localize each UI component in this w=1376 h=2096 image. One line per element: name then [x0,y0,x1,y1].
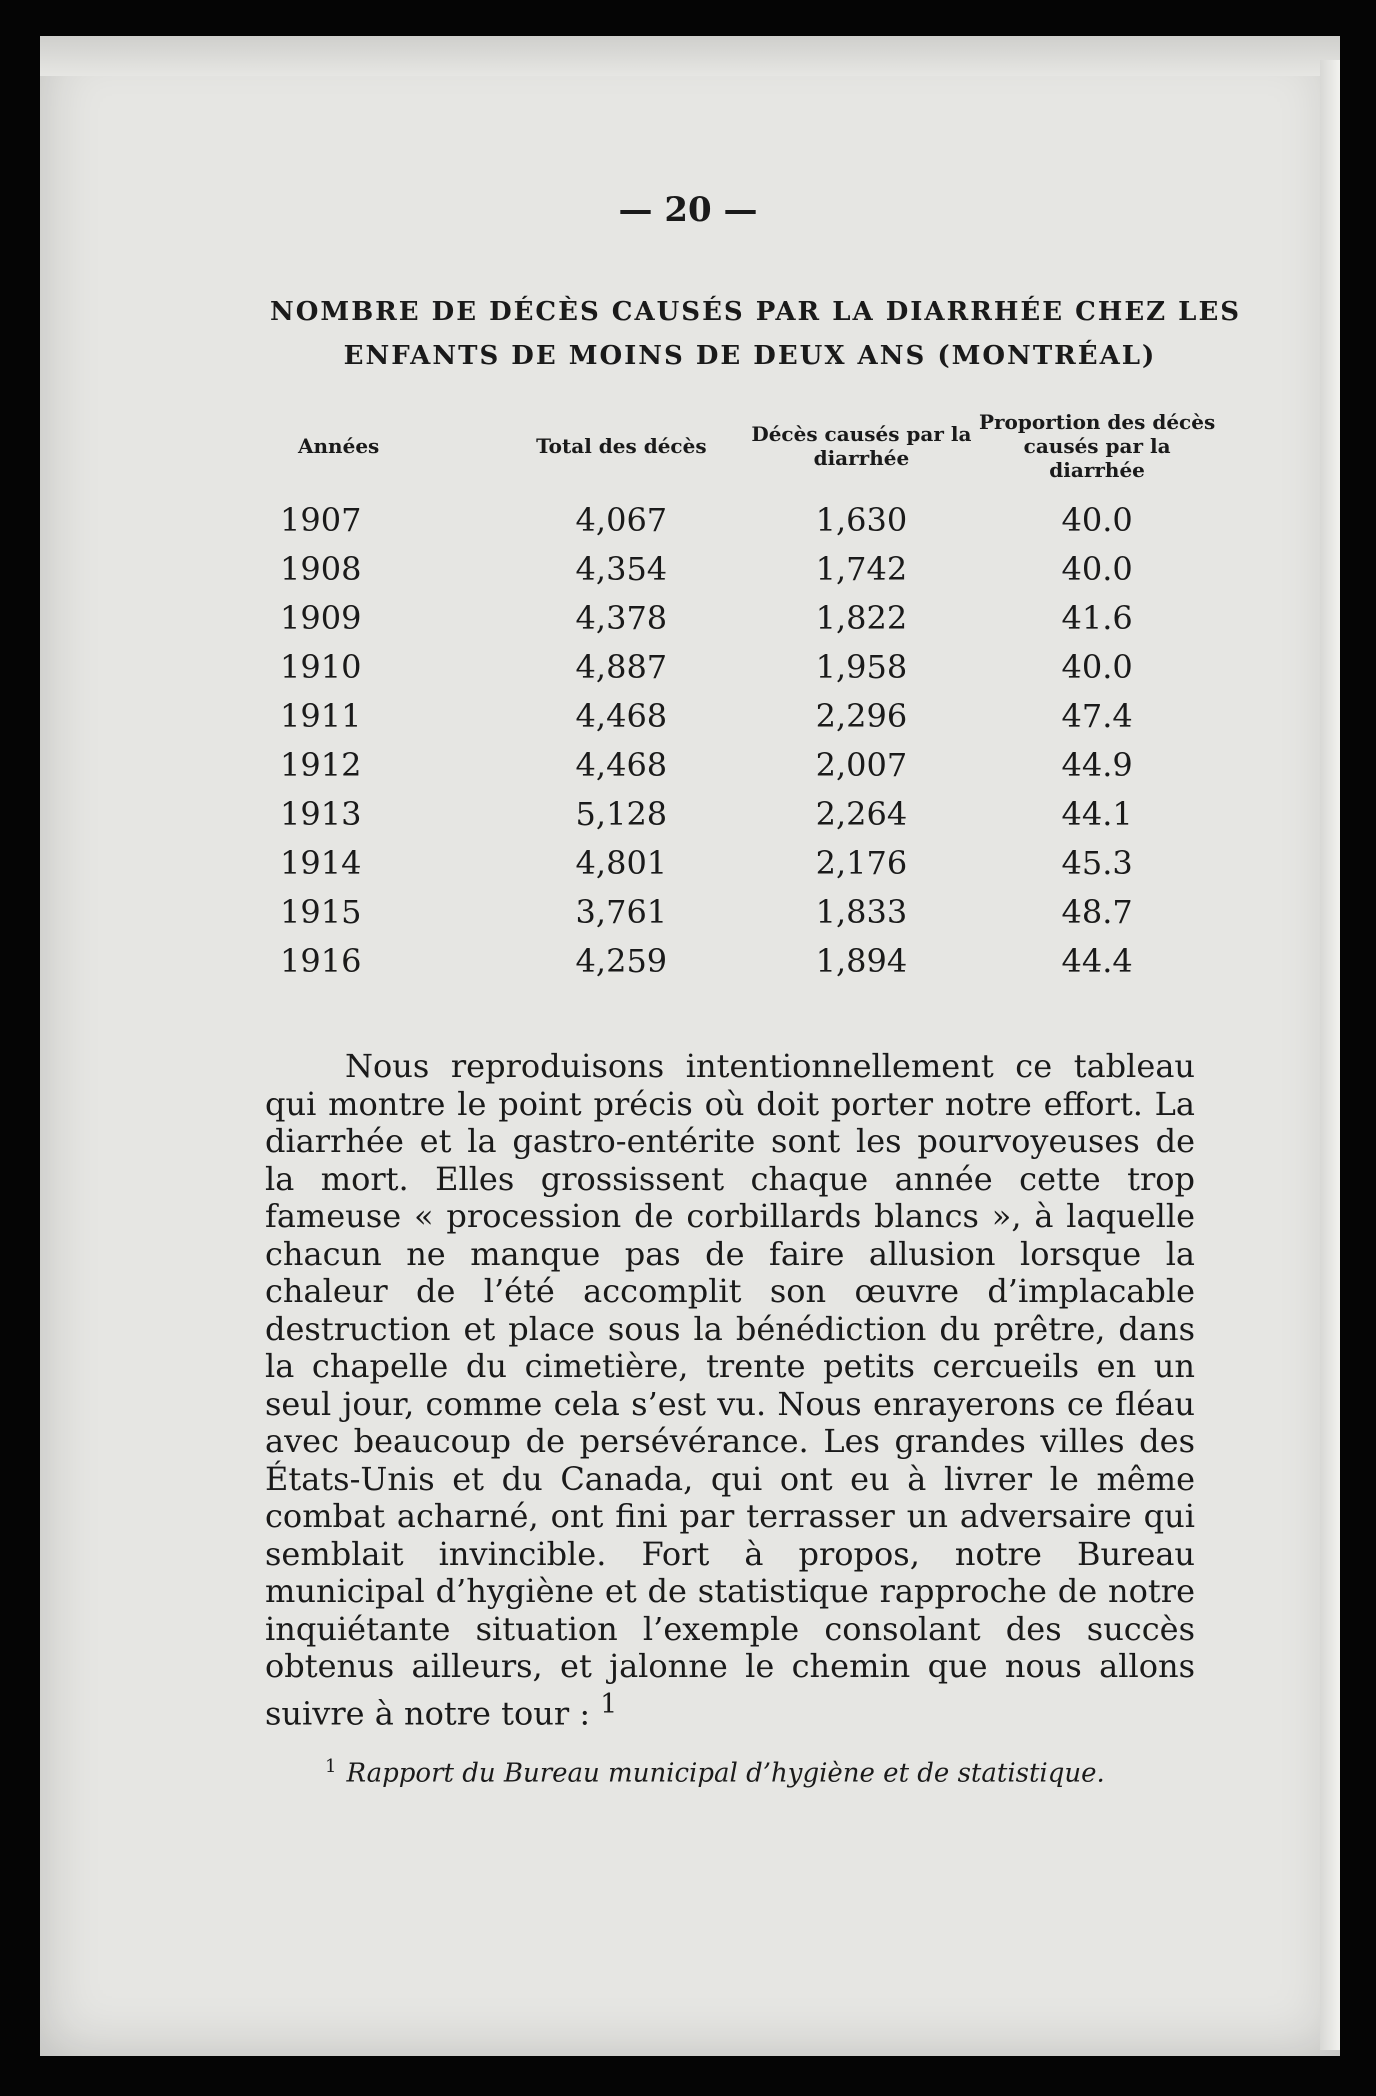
cell-diarrhea: 2,007 [815,746,908,784]
footnote [325,1756,1225,1789]
cell-proportion: 44.4 [1061,942,1133,980]
cell-year: 1910 [280,648,362,686]
cell-total: 4,801 [575,844,668,882]
table-row [280,643,1220,692]
cell-diarrhea: 1,822 [815,599,908,637]
cell-year: 1911 [280,697,362,735]
footnote-mark: 1 [325,1756,337,1777]
table-title-line-1: NOMBRE DE DÉCÈS CAUSÉS PAR LA DIARRHÉE CHEZ LES [270,297,1242,327]
cell-diarrhea: 1,833 [815,893,908,931]
cell-diarrhea: 1,958 [815,648,908,686]
cell-year: 1915 [280,893,362,931]
header-total: Total des décès [536,434,707,458]
cell-total: 4,378 [575,599,668,637]
deaths-table [280,410,1220,986]
cell-proportion: 41.6 [1061,599,1133,637]
cell-diarrhea: 2,176 [815,844,908,882]
page-number: — 20 — [618,190,758,230]
cell-proportion: 40.0 [1061,550,1133,588]
cell-proportion: 40.0 [1061,648,1133,686]
cell-total: 3,761 [575,893,668,931]
page-top-edge [40,36,1340,76]
table-row [280,888,1220,937]
table-title-line-2: ENFANTS DE MOINS DE DEUX ANS (MONTRÉAL) [343,341,1157,371]
cell-total: 5,128 [575,795,668,833]
cell-year: 1916 [280,942,362,980]
table-row [280,496,1220,545]
table-row [280,692,1220,741]
table-title [270,290,1242,378]
cell-proportion: 47.4 [1061,697,1133,735]
table-row [280,741,1220,790]
paragraph-text: Nous reproduisons intentionnellement ce tableau qui montre le point précis où doit porter notre effort. La diarrhée et la gastro-entérite sont les pourvoyeuses de la mort. Elles grossissent chaque année cette trop fameuse « procession de corbillards blancs », à laquelle chacun ne manque pas de faire allusion lorsque la chaleur de l’été accomplit son œuvre d’implacable destruction et place sous la bénédiction du prêtre, dans la chapelle du cimetière, trente petits cercueils en un seul jour, comme cela s’est vu. Nous enrayerons ce fléau avec beaucoup de persévérance. Les grandes villes des États-Unis et du Canada, qui ont eu à livrer le même combat acharné, ont fini par terrasser un adversaire qui semblait invincible. Fort à propos, notre Bureau municipal d’hygiène et de statistique rapproche de notre inquiétante situation l’exemple consolant des succès obtenus ailleurs, et jalonne le chemin que nous allons suivre à notre tour : [265,1047,1195,1733]
cell-total: 4,887 [575,648,668,686]
table-row [280,545,1220,594]
cell-proportion: 48.7 [1061,893,1133,931]
body-paragraph [265,1048,1195,1733]
cell-year: 1907 [280,501,362,539]
cell-total: 4,067 [575,501,668,539]
paragraph-footnote-mark: 1 [600,1688,618,1720]
cell-diarrhea: 2,264 [815,795,908,833]
table-row [280,937,1220,986]
table-row [280,594,1220,643]
cell-diarrhea: 2,296 [815,697,908,735]
table-row [280,839,1220,888]
cell-total: 4,259 [575,942,668,980]
cell-year: 1914 [280,844,362,882]
table-row [280,790,1220,839]
header-proportion: Proportion des décès causés par la diarrhée [978,410,1216,482]
cell-proportion: 44.9 [1061,746,1133,784]
cell-diarrhea: 1,630 [815,501,908,539]
cell-diarrhea: 1,894 [815,942,908,980]
table-body [280,496,1220,986]
cell-year: 1912 [280,746,362,784]
cell-total: 4,354 [575,550,668,588]
page-right-edge [1320,60,1340,2050]
cell-proportion: 44.1 [1061,795,1133,833]
table-header-row [280,410,1220,496]
cell-year: 1913 [280,795,362,833]
cell-proportion: 45.3 [1061,844,1133,882]
cell-year: 1909 [280,599,362,637]
cell-diarrhea: 1,742 [815,550,908,588]
cell-total: 4,468 [575,746,668,784]
footnote-text: Rapport du Bureau municipal d’hygiène et de statistique. [346,1758,1105,1789]
header-diarrhea: Décès causés par la diarrhée [751,422,972,470]
cell-proportion: 40.0 [1061,501,1133,539]
header-year: Années [298,434,380,458]
cell-year: 1908 [280,550,362,588]
cell-total: 4,468 [575,697,668,735]
